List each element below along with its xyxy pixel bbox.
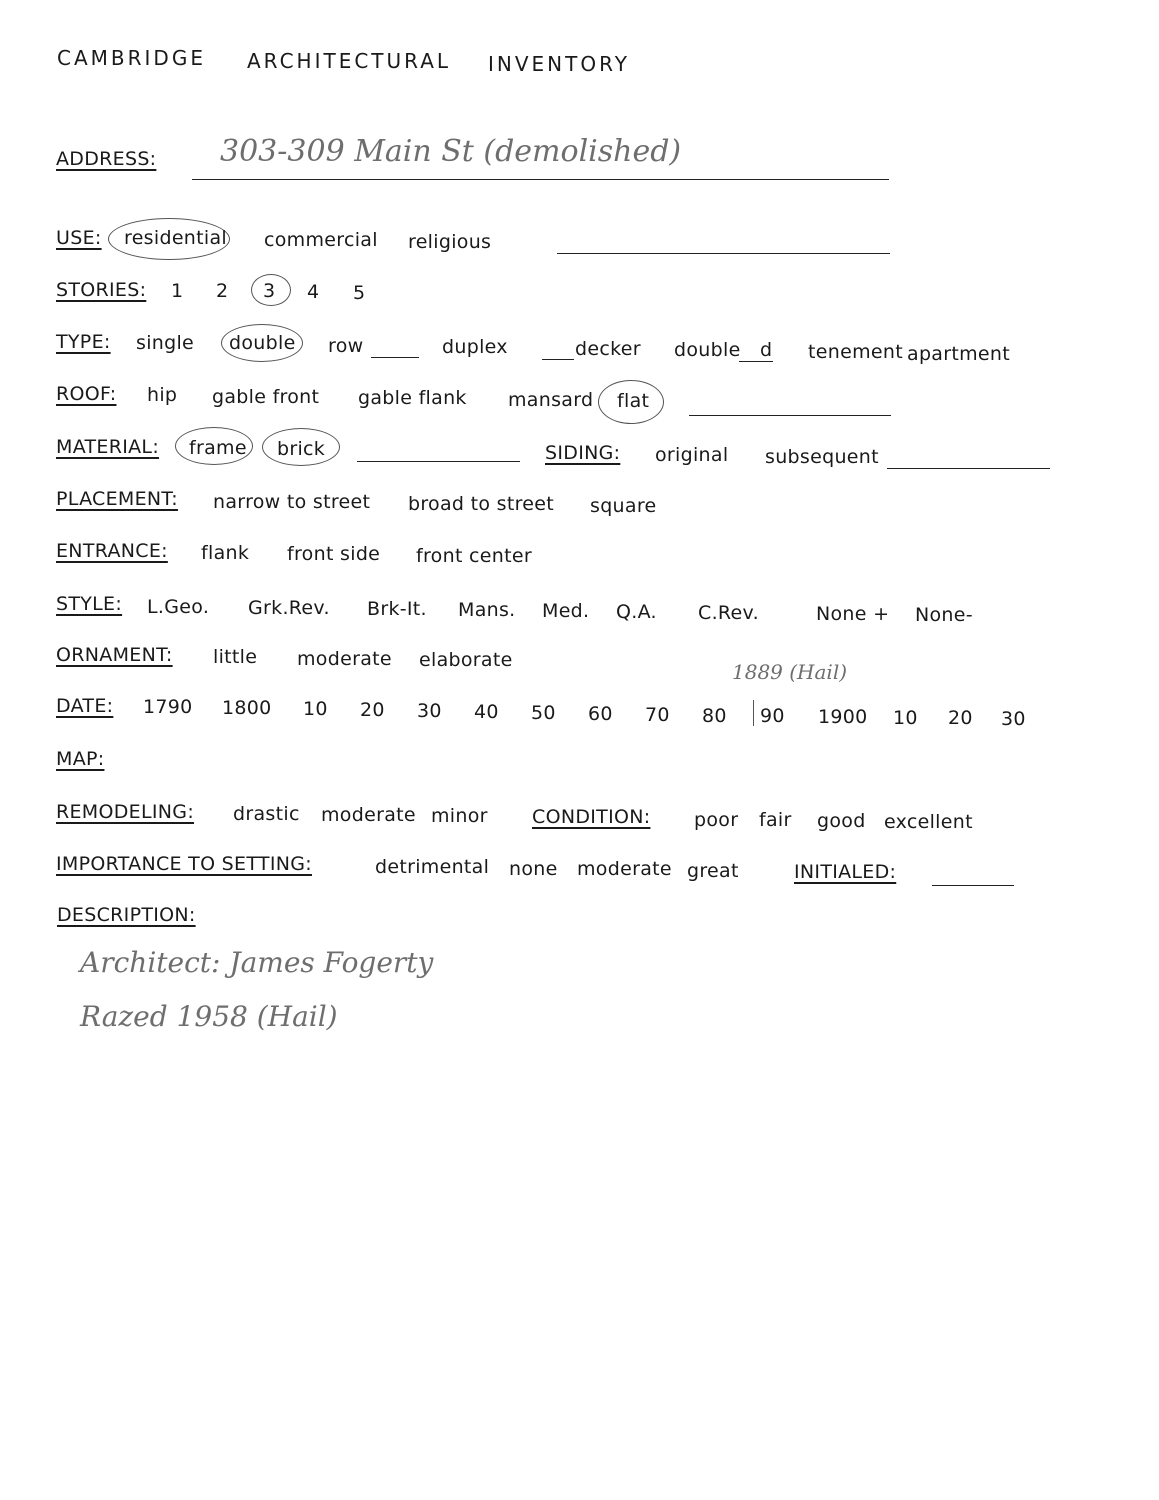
date-option-20: 20 (360, 699, 385, 721)
siding-label: SIDING: (545, 442, 621, 464)
type-option-duplex: duplex (442, 336, 508, 358)
initialed-label: INITIALED: (794, 861, 897, 883)
type-double-d-line (739, 361, 773, 362)
ornament-option-moderate: moderate (297, 648, 392, 670)
date-option-10: 10 (303, 698, 328, 720)
date-annotation: 1889 (Hail) (732, 660, 848, 684)
type-option-row: row (328, 335, 364, 357)
siding-option-original: original (655, 444, 729, 466)
date-option-80: 80 (702, 705, 727, 727)
style-option-qa: Q.A. (616, 601, 657, 623)
importance-option-detrimental: detrimental (375, 856, 490, 878)
date-marker-tick (753, 700, 754, 726)
style-option-mans: Mans. (458, 599, 516, 621)
ornament-label: ORNAMENT: (56, 644, 173, 666)
remodeling-option-minor: minor (431, 805, 488, 827)
date-option-40: 40 (474, 701, 499, 723)
use-option-commercial: commercial (264, 229, 378, 251)
entrance-option-front-center: front center (416, 545, 532, 567)
description-line-architect: Architect: James Fogerty (80, 946, 434, 979)
style-label: STYLE: (56, 593, 123, 615)
importance-option-great: great (687, 860, 739, 882)
material-option-brick: brick (277, 438, 326, 460)
material-option-frame: frame (189, 437, 247, 459)
roof-option-mansard: mansard (508, 389, 594, 411)
stories-option-5: 5 (353, 282, 366, 304)
siding-option-subsequent: subsequent (765, 446, 879, 468)
use-option-residential: residential (124, 227, 228, 249)
entrance-option-flank: flank (201, 542, 250, 564)
description-line-razed: Razed 1958 (Hail) (80, 1000, 338, 1033)
address-line (192, 179, 889, 180)
entrance-label: ENTRANCE: (56, 540, 168, 562)
stories-option-1: 1 (171, 280, 184, 302)
style-option-crev: C.Rev. (698, 602, 759, 624)
ornament-option-little: little (213, 646, 258, 668)
date-option-1790: 1790 (143, 696, 193, 718)
date-option-1930: 30 (1001, 708, 1026, 730)
style-option-none-minus: None- (915, 604, 973, 626)
map-label: MAP: (56, 748, 105, 770)
stories-option-2: 2 (216, 280, 229, 302)
address-value: 303-309 Main St (demolished) (220, 134, 682, 169)
title-cambridge: CAMBRIDGE (57, 46, 206, 70)
date-option-70: 70 (645, 704, 670, 726)
type-option-double-d: double (674, 339, 741, 361)
condition-option-good: good (817, 810, 866, 832)
date-option-1920: 20 (948, 707, 973, 729)
ornament-option-elaborate: elaborate (419, 649, 513, 671)
date-label: DATE: (56, 695, 114, 717)
use-other-line (557, 253, 890, 254)
type-option-apartment: apartment (907, 343, 1010, 365)
initialed-line (932, 885, 1014, 886)
placement-option-square: square (590, 495, 657, 517)
condition-option-fair: fair (759, 809, 792, 831)
condition-option-excellent: excellent (884, 811, 973, 833)
material-label: MATERIAL: (56, 436, 160, 458)
style-option-grkrev: Grk.Rev. (248, 597, 330, 619)
date-option-1800: 1800 (222, 697, 272, 719)
remodeling-option-moderate: moderate (321, 804, 416, 826)
roof-option-gable-front: gable front (212, 386, 320, 408)
type-option-tenement: tenement (808, 341, 903, 363)
title-architectural: ARCHITECTURAL (247, 49, 452, 73)
address-label: ADDRESS: (56, 148, 157, 170)
importance-label: IMPORTANCE TO SETTING: (56, 853, 312, 875)
material-other-line (357, 461, 520, 462)
roof-other-line (689, 415, 891, 416)
title-inventory: INVENTORY (488, 52, 630, 76)
style-option-brkit: Brk-It. (367, 598, 427, 620)
roof-label: ROOF: (56, 383, 117, 405)
type-option-single: single (136, 332, 195, 354)
type-decker-line (542, 359, 574, 360)
date-option-90: 90 (760, 705, 785, 727)
placement-option-narrow: narrow to street (213, 491, 371, 513)
type-option-decker: decker (575, 338, 641, 360)
use-option-religious: religious (408, 231, 492, 253)
roof-option-gable-flank: gable flank (358, 387, 467, 409)
stories-label: STORIES: (56, 279, 147, 301)
roof-option-flat: flat (617, 390, 650, 412)
condition-label: CONDITION: (532, 806, 651, 828)
importance-option-moderate: moderate (577, 858, 672, 880)
type-option-d: d (760, 339, 773, 361)
placement-option-broad: broad to street (408, 493, 555, 515)
importance-option-none: none (509, 858, 558, 880)
date-option-1910: 10 (893, 707, 918, 729)
remodeling-label: REMODELING: (56, 801, 195, 823)
placement-label: PLACEMENT: (56, 488, 178, 510)
remodeling-option-drastic: drastic (233, 803, 300, 825)
condition-option-poor: poor (694, 809, 739, 831)
stories-option-3: 3 (263, 280, 276, 302)
style-option-none-plus: None + (816, 603, 890, 625)
type-option-double: double (229, 332, 296, 354)
roof-option-hip: hip (147, 384, 178, 406)
siding-other-line (887, 468, 1050, 469)
type-label: TYPE: (56, 331, 111, 353)
date-option-50: 50 (531, 702, 556, 724)
type-row-line (371, 357, 419, 358)
date-option-1900: 1900 (818, 706, 868, 728)
date-option-30: 30 (417, 700, 442, 722)
style-option-med: Med. (542, 600, 590, 622)
style-option-lgeo: L.Geo. (147, 596, 210, 618)
date-option-60: 60 (588, 703, 613, 725)
entrance-option-front-side: front side (287, 543, 381, 565)
use-label: USE: (56, 227, 102, 249)
description-label: DESCRIPTION: (57, 904, 196, 926)
stories-option-4: 4 (307, 281, 320, 303)
